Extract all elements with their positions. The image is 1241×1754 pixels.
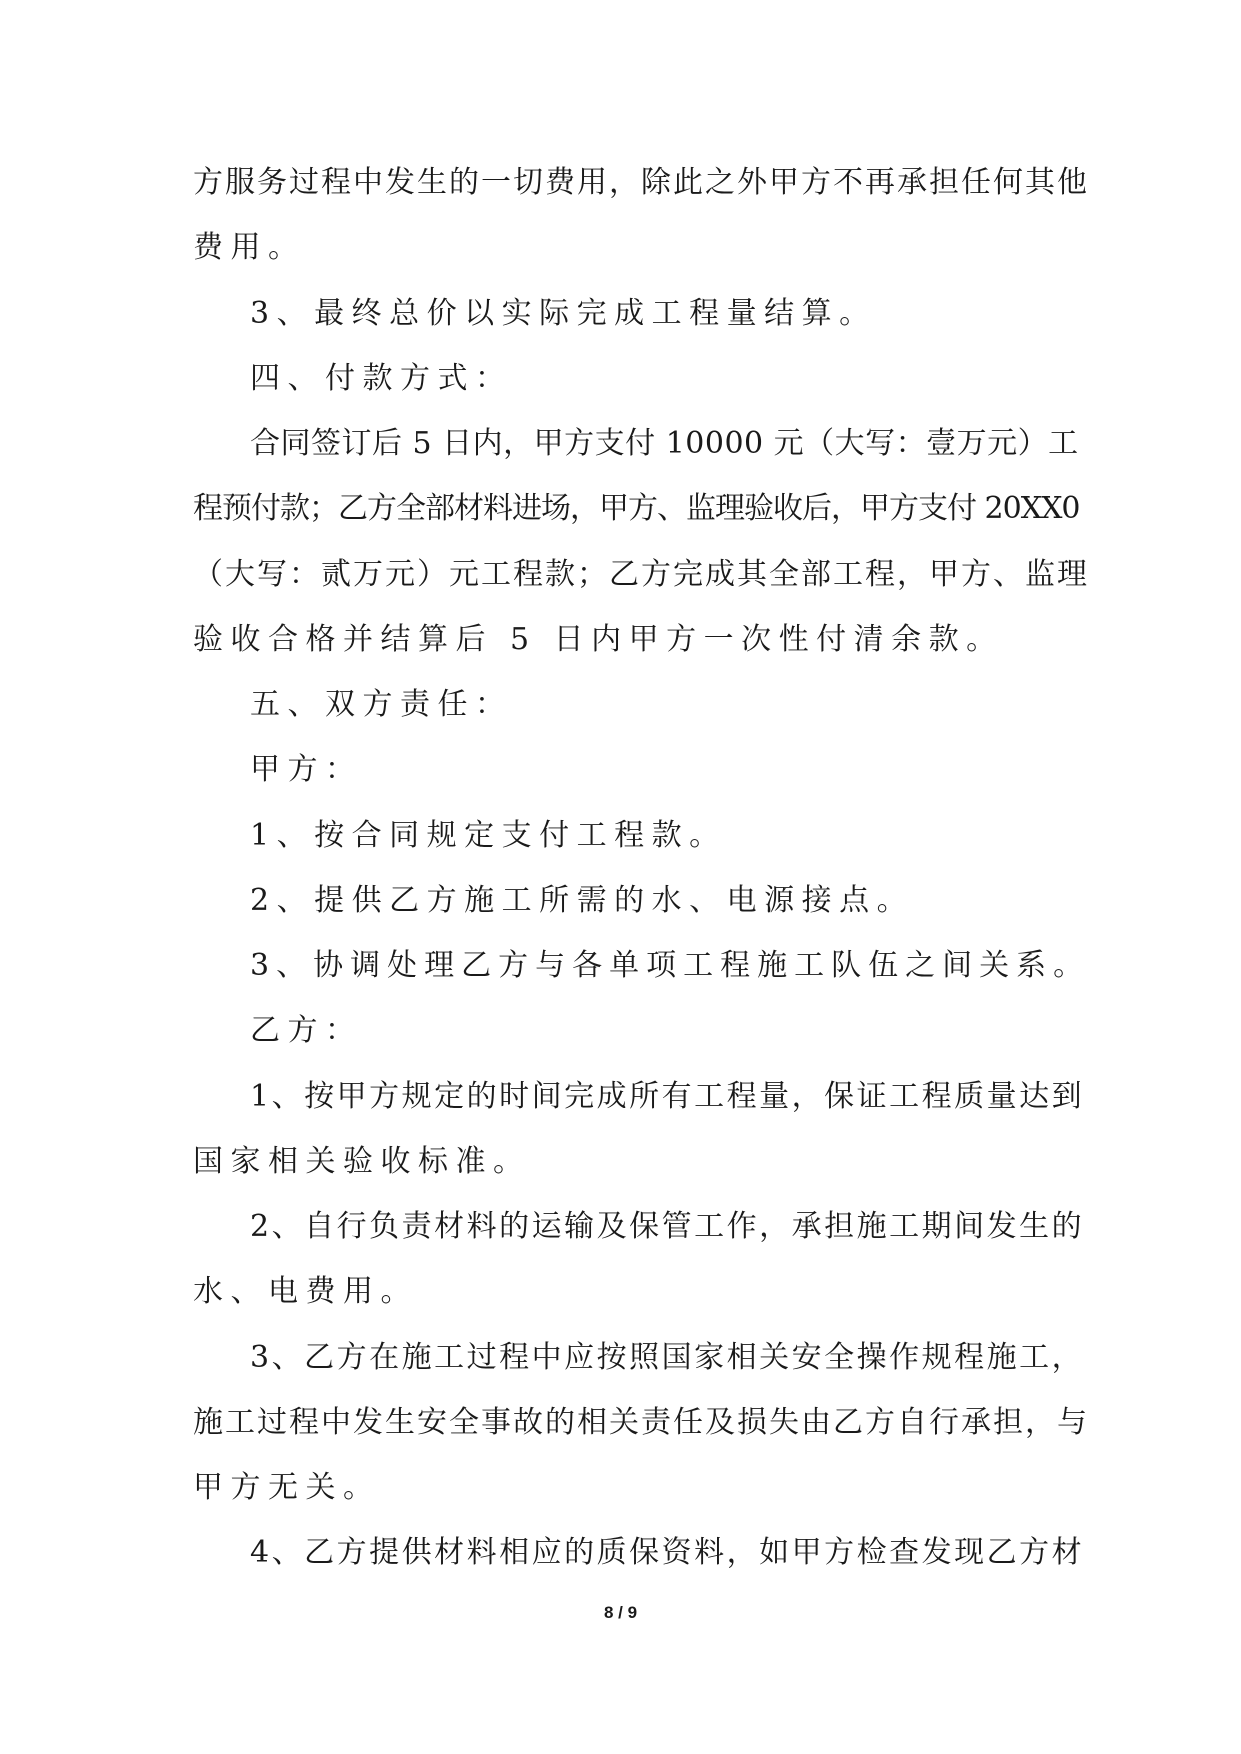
text-line: 国家相关验收标准。 (193, 1144, 531, 1179)
text-line: 1、按甲方规定的时间完成所有工程量，保证工程质量达到 (250, 1079, 1085, 1114)
text-line: 3、协调处理乙方与各单项工程施工队伍之间关系。 (250, 948, 1091, 983)
text-line: 程预付款；乙方全部材料进场，甲方、监理验收后，甲方支付 20XX0 (193, 491, 1080, 526)
text-line: 施工过程中发生安全事故的相关责任及损失由乙方自行承担，与 (193, 1405, 1089, 1440)
text-line: 水、电费用。 (193, 1274, 418, 1309)
section-heading: 五、双方责任： (250, 687, 513, 722)
text-line: 合同签订后 5 日内，甲方支付 10000 元（大写：壹万元）工 (250, 426, 1079, 461)
text-line: （大写：贰万元）元工程款；乙方完成其全部工程，甲方、监理 (193, 557, 1089, 592)
text-line: 验收合格并结算后 5 日内甲方一次性付清余款。 (193, 622, 1004, 657)
subheading: 乙方： (250, 1013, 363, 1048)
text-line: 4、乙方提供材料相应的质保资料，如甲方检查发现乙方材 (250, 1535, 1085, 1570)
text-line: 方服务过程中发生的一切费用，除此之外甲方不再承担任何其他 (193, 165, 1089, 200)
text-line: 费用。 (193, 230, 306, 265)
page-number: 8 / 9 (603, 1603, 638, 1622)
text-line: 2、提供乙方施工所需的水、电源接点。 (250, 883, 915, 918)
text-line: 1、按合同规定支付工程款。 (250, 818, 727, 853)
section-heading: 四、付款方式： (250, 361, 513, 396)
text-line: 2、自行负责材料的运输及保管工作，承担施工期间发生的 (250, 1209, 1085, 1244)
text-line: 甲方无关。 (193, 1470, 381, 1505)
text-line: 3、乙方在施工过程中应按照国家相关安全操作规程施工， (250, 1340, 1085, 1375)
text-line: 3、最终总价以实际完成工程量结算。 (250, 296, 877, 331)
subheading: 甲方： (250, 752, 363, 787)
